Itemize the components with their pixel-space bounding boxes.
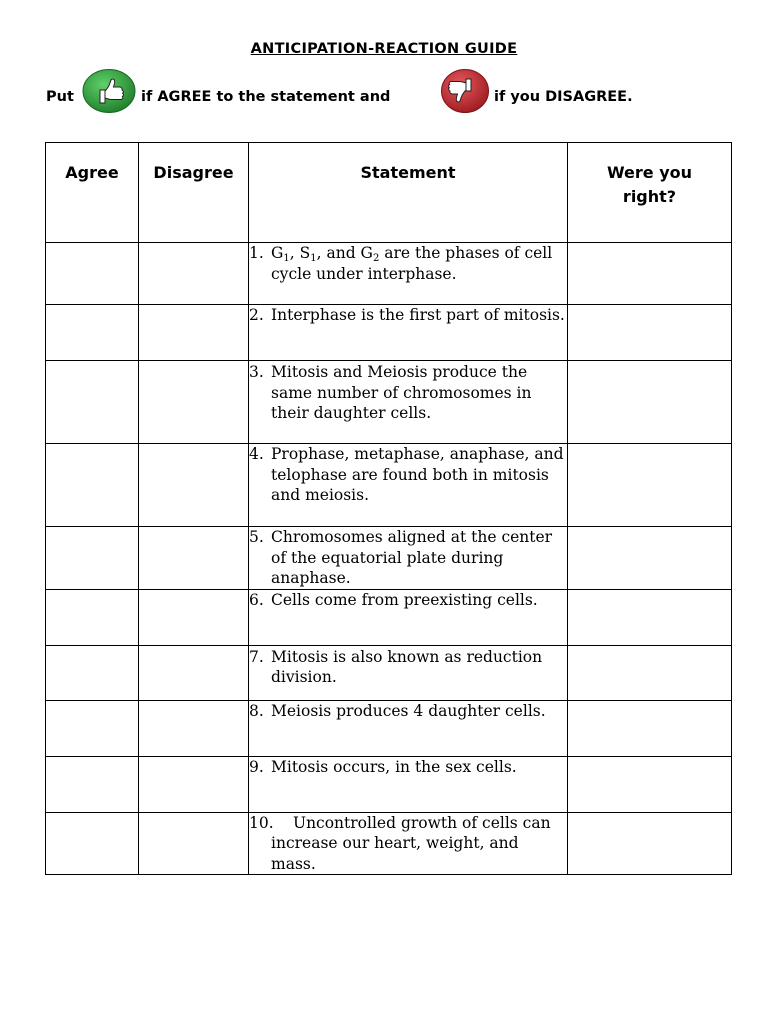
statement-text: $G_1$, $S_1$, and $G_2$ are the phases of cell cycle under interphase. [271,244,553,283]
disagree-cell[interactable] [139,527,249,590]
statement-text: Mitosis occurs, in the sex cells. [271,757,517,776]
were-you-right-cell[interactable] [568,700,732,756]
disagree-cell[interactable] [139,812,249,875]
instructions [0,68,768,124]
were-you-right-cell[interactable] [568,444,732,527]
thumbs-down-icon [440,68,490,114]
disagree-cell[interactable] [139,589,249,645]
statement-number: 6. [249,590,264,609]
statement-number: 1. [249,244,264,262]
table-row [46,243,732,305]
statement-number: 8. [249,701,264,720]
statement-number: 3. [249,363,264,381]
statement-text: Mitosis and Meiosis produce the same number of chromosomes in their daughter cells. [271,363,532,422]
agree-cell[interactable] [46,645,139,700]
were-you-right-cell[interactable] [568,812,732,875]
were-you-right-cell[interactable] [568,361,732,444]
agree-cell[interactable] [46,812,139,875]
statement-number: 2. [249,306,264,324]
thumbs-up-icon [81,68,137,114]
agree-cell[interactable] [46,700,139,756]
statement-number: 10. [249,813,274,832]
table-row [46,700,732,756]
table-row [46,645,732,700]
statement-text: Mitosis is also known as reduction division. [271,647,543,686]
disagree-cell[interactable] [139,444,249,527]
table-header-row [46,143,732,243]
instruction-disagree: if you DISAGREE. [494,89,633,105]
statement-text: Prophase, metaphase, anaphase, and telophase are found both in mitosis and meiosis. [271,445,564,504]
disagree-cell[interactable] [139,756,249,812]
statement-cell [249,305,568,361]
statement-cell [249,527,568,590]
statement-cell [249,444,568,527]
table-row [46,589,732,645]
were-you-right-cell[interactable] [568,305,732,361]
disagree-cell[interactable] [139,645,249,700]
agree-cell[interactable] [46,305,139,361]
disagree-cell[interactable] [139,305,249,361]
disagree-cell[interactable] [139,243,249,305]
table-row [46,361,732,444]
header-were-you-right: Were you right? [568,143,732,243]
table-row [46,756,732,812]
agree-cell[interactable] [46,589,139,645]
statement-cell [249,700,568,756]
statement-text: Cells come from preexisting cells. [271,590,538,609]
agree-cell[interactable] [46,361,139,444]
header-statement: Statement [249,143,568,243]
instruction-agree: if AGREE to the statement and [141,89,391,105]
header-agree: Agree [46,143,139,243]
table-row [46,444,732,527]
statement-cell [249,645,568,700]
were-you-right-cell[interactable] [568,645,732,700]
disagree-cell[interactable] [139,700,249,756]
were-you-right-cell[interactable] [568,243,732,305]
agree-cell[interactable] [46,243,139,305]
statement-text: Uncontrolled growth of cells can increase our heart, weight, and mass. [271,813,551,873]
table-row [46,527,732,590]
statement-cell [249,756,568,812]
statement-text: Interphase is the first part of mitosis. [271,306,565,324]
were-you-right-cell[interactable] [568,527,732,590]
statement-cell [249,361,568,444]
statement-number: 4. [249,445,264,463]
agree-cell[interactable] [46,444,139,527]
statement-text: Chromosomes aligned at the center of the equatorial plate during anaphase. [271,528,553,587]
page-title: ANTICIPATION-REACTION GUIDE [250,41,518,57]
statement-cell [249,812,568,875]
statement-cell [249,589,568,645]
agree-cell[interactable] [46,527,139,590]
table-row [46,305,732,361]
anticipation-reaction-table [45,142,732,875]
were-you-right-cell[interactable] [568,589,732,645]
statement-number: 5. [249,528,264,546]
statement-text: Meiosis produces 4 daughter cells. [271,701,546,720]
disagree-cell[interactable] [139,361,249,444]
instruction-put: Put [46,89,74,105]
statement-number: 9. [249,757,264,776]
statement-number: 7. [249,647,264,666]
agree-cell[interactable] [46,756,139,812]
statement-cell [249,243,568,305]
header-disagree: Disagree [139,143,249,243]
table-row [46,812,732,875]
were-you-right-cell[interactable] [568,756,732,812]
